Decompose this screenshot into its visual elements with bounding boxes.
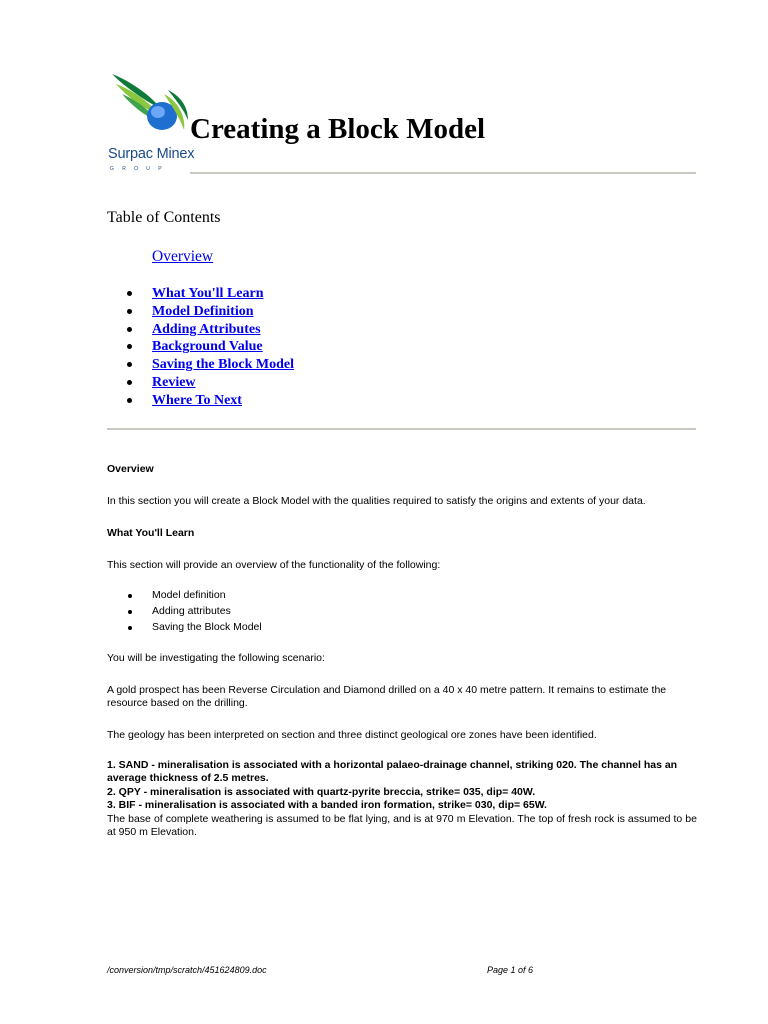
bullet-icon	[127, 309, 132, 314]
overview-heading: Overview	[107, 463, 154, 475]
scenario-paragraph-2: The geology has been interpreted on section and three distinct geological ore zones have been identified.	[107, 729, 597, 741]
zone-code: 3. BIF	[107, 799, 136, 812]
bullet-icon	[127, 362, 132, 367]
toc-item	[0, 356, 768, 374]
toc-link-what-youll-learn[interactable]: What You'll Learn	[152, 286, 264, 301]
bullet-icon	[127, 380, 132, 385]
zone-desc: - mineralisation is associated with quartz-pyrite breccia, strike= 035, dip= 40W.	[140, 785, 536, 798]
zone-qpy	[107, 786, 697, 799]
ore-zones	[107, 759, 697, 839]
zone-bif	[107, 799, 697, 812]
toc-link-overview[interactable]: Overview	[152, 248, 214, 265]
toc-item	[0, 285, 768, 303]
learn-list	[0, 589, 768, 637]
footer-page-number: Page 1 of 6	[487, 965, 534, 975]
page-title: Creating a Block Model	[190, 113, 486, 145]
toc-item	[0, 392, 768, 410]
toc-link-saving-block-model[interactable]: Saving the Block Model	[152, 357, 294, 373]
bullet-icon	[127, 291, 132, 296]
bullet-icon	[127, 398, 132, 403]
toc-list	[0, 285, 768, 410]
toc-rule	[107, 428, 696, 430]
toc-link-model-definition[interactable]: Model Definition	[152, 303, 254, 319]
toc-item	[0, 321, 768, 339]
scenario-paragraph-3: The base of complete weathering is assumed to be flat lying, and is at 970 m Elevation. The top of fresh rock is assumed to be at 950 m Elevation.	[107, 812, 697, 839]
list-item	[0, 605, 768, 621]
scenario-paragraph-1: A gold prospect has been Reverse Circulation and Diamond drilled on a 40 x 40 metre pattern. It remains to estimate the resource based on the drilling.	[107, 684, 667, 710]
title-rule	[190, 172, 696, 174]
toc-link-adding-attributes[interactable]: Adding Attributes	[152, 321, 261, 337]
overview-text: In this section you will create a Block Model with the qualities required to satisfy the origins and extents of your data.	[107, 495, 646, 507]
toc-link-background-value[interactable]: Background Value	[152, 339, 263, 355]
zone-code: 1. SAND	[107, 759, 149, 771]
logo-orb-highlight	[151, 106, 165, 118]
learn-intro: This section will provide an overview of the functionality of the following:	[107, 559, 441, 571]
learn-item-label: Saving the Block Model	[152, 621, 262, 633]
list-item	[0, 621, 768, 637]
zone-sand	[107, 759, 697, 786]
learn-item-label: Model definition	[152, 589, 226, 601]
learn-heading: What You'll Learn	[107, 527, 195, 539]
footer-file-path: /conversion/tmp/scratch/451624809.doc	[107, 965, 267, 975]
logo-group-text: GROUP	[110, 166, 170, 172]
logo-wordmark: Surpac Minex	[108, 146, 195, 162]
toc-link-review[interactable]: Review	[152, 374, 196, 390]
bullet-icon	[127, 344, 132, 349]
toc-item	[0, 374, 768, 392]
bullet-icon	[128, 610, 132, 614]
bullet-icon	[128, 594, 132, 598]
toc-link-where-to-next[interactable]: Where To Next	[152, 392, 242, 408]
list-item	[0, 589, 768, 605]
toc-item	[0, 338, 768, 356]
zone-code: 2. QPY	[107, 785, 141, 798]
zone-desc: - mineralisation is associated with a horizontal palaeo-drainage channel, striking 020. The channel has an average thickness of 2.5 metres.	[107, 759, 678, 785]
zone-desc: - mineralisation is associated with a banded iron formation, strike= 030, dip= 65W.	[135, 799, 547, 812]
learn-item-label: Adding attributes	[152, 605, 231, 617]
bullet-icon	[127, 327, 132, 332]
toc-heading: Table of Contents	[107, 209, 221, 226]
bullet-icon	[128, 626, 132, 630]
toc-item	[0, 303, 768, 321]
scenario-intro: You will be investigating the following scenario:	[107, 652, 325, 664]
